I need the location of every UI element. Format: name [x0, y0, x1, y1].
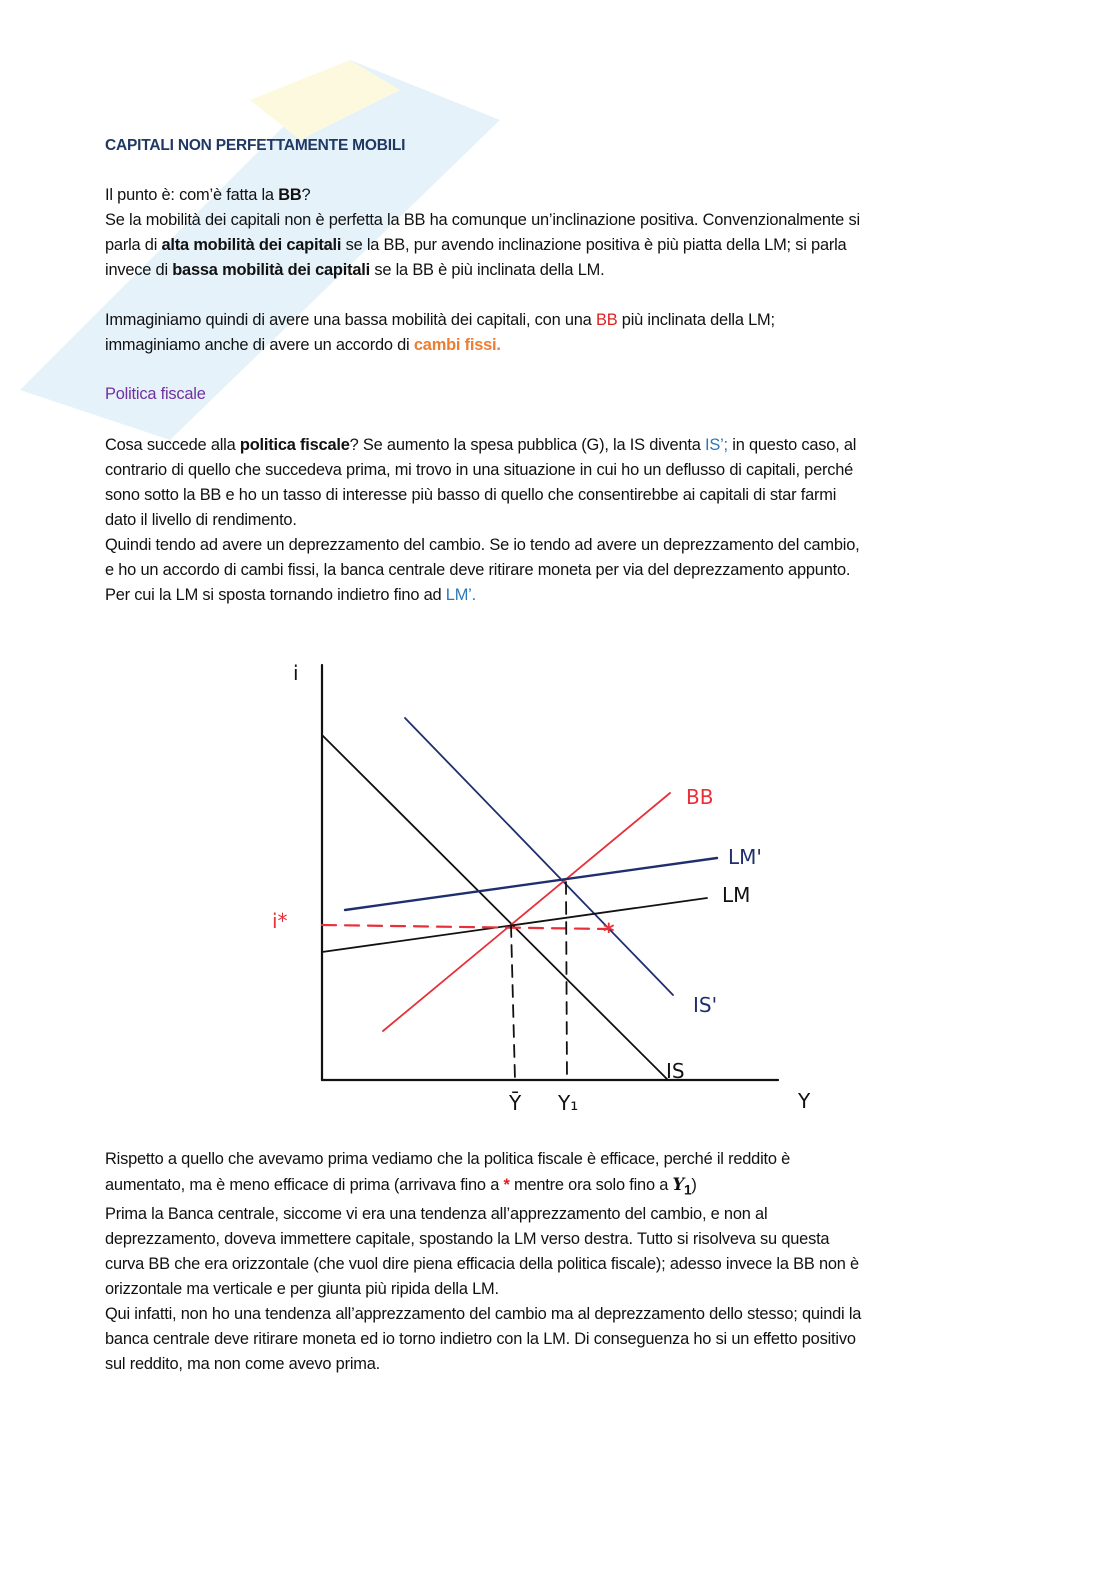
assumption-paragraph: Immaginiamo quindi di avere una bassa mobilità dei capitali, con una BB più inclinata della LM; immaginiamo anche di avere un accordo di cambi fissi.: [105, 311, 775, 354]
lm-label: LM: [722, 883, 751, 907]
i-star-dashed-line: [322, 925, 608, 929]
bb-label: BB: [686, 785, 714, 809]
page-title: CAPITALI NON PERFETTAMENTE MOBILI: [105, 137, 406, 154]
y-bar-label: Ȳ: [509, 1091, 522, 1115]
section-heading: Politica fiscale: [105, 385, 206, 403]
is-prime-label: IS': [693, 993, 718, 1017]
is-curve: [322, 735, 668, 1080]
i-star-label: i*: [272, 909, 288, 933]
conclusion-paragraph: Rispetto a quello che avevamo prima vediamo che la politica fiscale è efficace, perché il reddito è aumentato, ma è meno efficace di prima (arrivava fino a * mentre ora solo fino a $Y_1$) Prima la Banca centrale, siccome vi era una tendenza all’apprezzamento del cambio, e non al deprezzamento, doveva immettere capitale, spostando la LM verso destra. Tutto si risolveva su questa curva BB che era orizzontale (che vuol dire piena efficacia della politica fiscale); adesso invece la BB non è orizzontale ma verticale e per giunta più ripida della LM. Qui infatti, non ho una tendenza all’apprezzamento del cambio ma al deprezzamento dello stesso; quindi la banca centrale deve ritirare moneta ed io torno indietro con la LM. Di conseguenza ho si un effetto positivo sul reddito, ma non come avevo prima.: [105, 1150, 862, 1374]
lm-prime-curve: [345, 858, 717, 910]
y1-label: Y₁: [558, 1091, 579, 1115]
y1-dashed-line: [566, 882, 567, 1080]
x-axis-label: Y: [798, 1089, 811, 1113]
is-label: IS: [666, 1059, 685, 1083]
fiscal-paragraph: Cosa succede alla politica fiscale? Se aumento la spesa pubblica (G), la IS diventa IS’; in questo caso, al contrario di quello che succedeva prima, mi trovo in una situazione in cui ho un deflusso di capitali, perché sono sotto la BB e ho un tasso di interesse più basso di quello che consentirebbe ai capitali di star farmi dato il livello di rendimento. Quindi tendo ad avere un deprezzamento del cambio. Se io tendo ad avere un deprezzamento del cambio, e ho un accordo di cambi fissi, la banca centrale deve ritirare moneta per via del deprezzamento appunto. Per cui la LM si sposta tornando indietro fino ad LM’.: [105, 436, 860, 604]
y-bar-dashed-line: [511, 925, 515, 1080]
bb-curve: [383, 793, 670, 1031]
y-axis-label: i: [293, 661, 299, 685]
lm-prime-label: LM': [728, 845, 762, 869]
star-marker: *: [603, 920, 615, 945]
is-prime-curve: [405, 718, 673, 995]
intro-paragraph: Il punto è: com’è fatta la BB? Se la mobilità dei capitali non è perfetta la BB ha comunque un’inclinazione positiva. Convenzionalmente si parla di alta mobilità dei capitali se la BB, pur avendo inclinazione positiva è più piatta della LM; si parla invece di bassa mobilità dei capitali se la BB è più inclinata della LM.: [105, 186, 860, 279]
